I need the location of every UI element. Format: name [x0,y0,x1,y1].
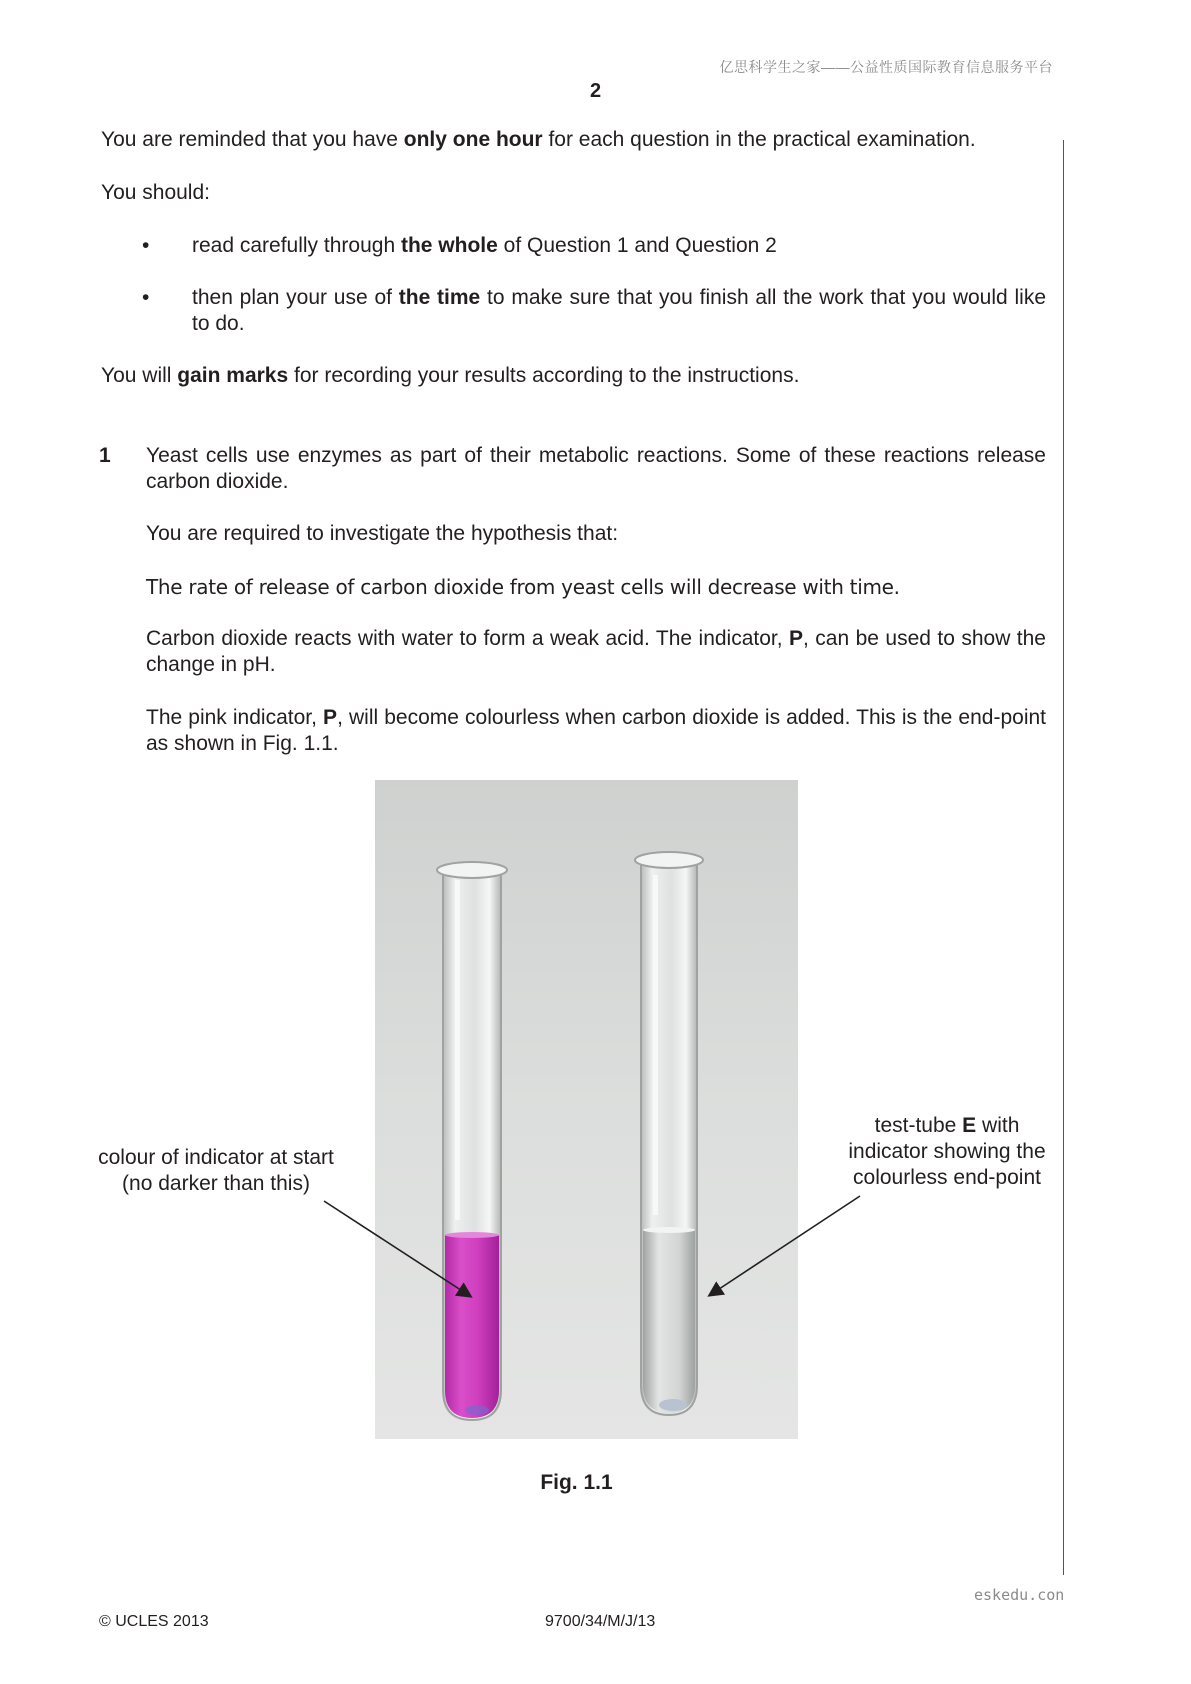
left-figure-label: colour of indicator at start (no darker than this) [98,1146,334,1195]
question-paragraph: You are required to investigate the hypothesis that: [146,522,619,545]
footer-watermark: eskedu.con [974,1586,1065,1604]
bullet-item: read carefully through the whole of Question 1 and Question 2 [192,234,777,257]
right-arrow [710,1196,860,1295]
bullet-symbol: • [142,234,150,257]
marks-text: You will gain marks for recording your results according to the instructions. [101,364,800,387]
paper-code: 9700/34/M/J/13 [545,1613,656,1630]
header-watermark: 亿思科学生之家——公益性质国际教育信息服务平台 [719,59,1053,75]
you-should-text: You should: [101,181,210,204]
question-number: 1 [99,444,111,467]
question-paragraph: The pink indicator, P, will become colourless when carbon dioxide is added. This is the end-point as shown in Fig. 1.1. [146,706,1047,755]
bullet-item: then plan your use of the time to make sure that you finish all the work that you would like to do. [192,286,1046,335]
copyright: © UCLES 2013 [99,1613,209,1630]
right-figure-label: test-tube E with indicator showing the colourless end-point [848,1114,1046,1189]
figure-caption: Fig. 1.1 [540,1471,613,1494]
question-paragraph: Yeast cells use enzymes as part of their metabolic reactions. Some of these reactions release carbon dioxide. [146,444,1046,493]
reminder-text: You are reminded that you have only one hour for each question in the practical examination. [101,128,976,151]
page-number: 2 [589,80,602,102]
left-arrow [324,1201,470,1296]
bullet-symbol: • [142,286,150,309]
question-paragraph: Carbon dioxide reacts with water to form a weak acid. The indicator, P, can be used to show the change in pH. [146,627,1046,676]
hypothesis-statement: The rate of release of carbon dioxide from yeast cells will decrease with time. [146,575,900,599]
